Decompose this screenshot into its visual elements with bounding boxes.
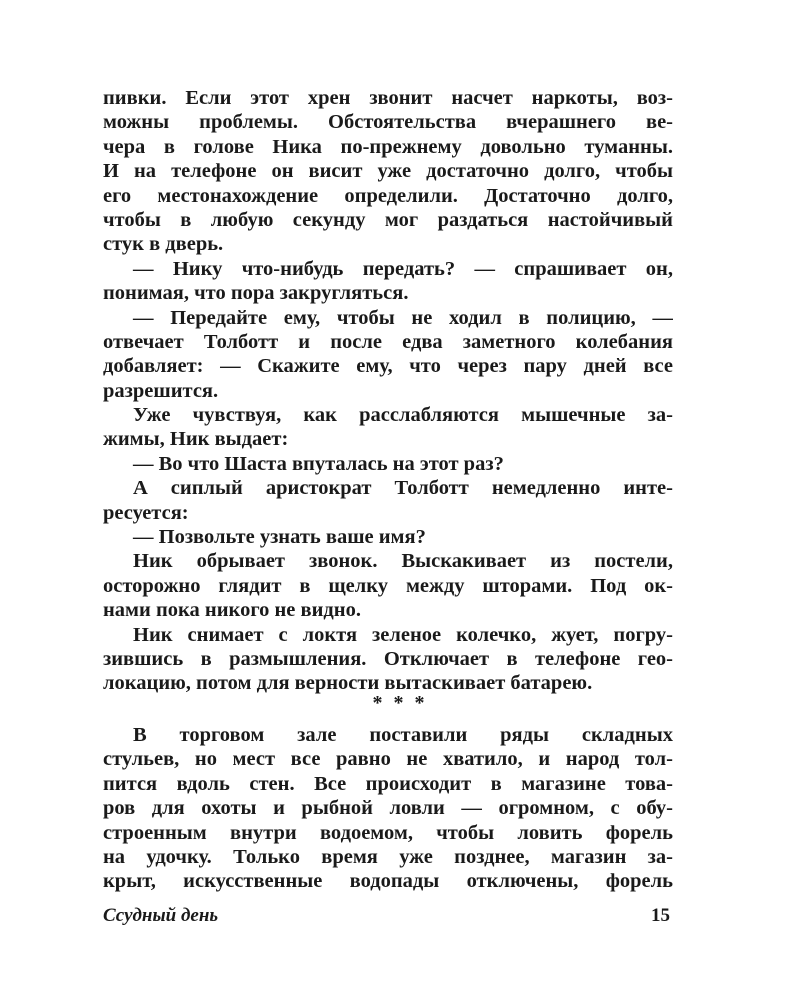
section-separator: * * * bbox=[372, 692, 428, 714]
text-line: пится вдоль стен. Все происходит в магазине това- bbox=[103, 772, 673, 795]
text-line: строенным внутри водоемом, чтобы ловить форель bbox=[103, 821, 673, 844]
text-line: осторожно глядит в щелку между шторами. Под ок- bbox=[103, 574, 673, 597]
text-line: зившись в размышления. Отключает в телефоне гео- bbox=[103, 647, 673, 670]
text-line: крыт, искусственные водопады отключены, форель bbox=[103, 870, 673, 893]
text-line: его местонахождение определили. Достаточно долго, bbox=[103, 184, 673, 207]
text-line: В торговом зале поставили ряды складных bbox=[133, 724, 673, 746]
text-line: ресуется: bbox=[103, 501, 189, 524]
text-line: чера в голове Ника по-прежнему довольно туманны. bbox=[103, 135, 673, 158]
text-line: жимы, Ник выдает: bbox=[103, 428, 289, 451]
text-line: — Нику что-нибудь передать? — спрашивает он, bbox=[133, 257, 673, 280]
text-line: А сиплый аристократ Толботт немедленно инте- bbox=[133, 477, 673, 500]
text-line: И на телефоне он висит уже достаточно долго, чтобы bbox=[103, 160, 673, 183]
text-line: ров для охоты и рыбной ловли — огромном, с обу- bbox=[103, 797, 673, 820]
text-line: разрешится. bbox=[103, 379, 219, 402]
text-line: понимая, что пора закругляться. bbox=[103, 282, 409, 305]
body-text-top bbox=[103, 86, 673, 696]
page-number: 15 bbox=[651, 905, 670, 926]
text-line: стук в дверь. bbox=[103, 233, 224, 256]
running-title: Ссудный день bbox=[103, 905, 219, 926]
text-line: отвечает Толботт и после едва заметного колебания bbox=[103, 330, 673, 353]
text-line: нами пока никого не видно. bbox=[103, 599, 361, 622]
body-text-bottom bbox=[103, 723, 673, 894]
text-line: — Позвольте узнать ваше имя? bbox=[133, 526, 426, 549]
text-line: пивки. Если этот хрен звонит насчет наркоты, воз- bbox=[103, 87, 673, 109]
text-line: — Во что Шаста впуталась на этот раз? bbox=[133, 452, 504, 475]
text-line: на удочку. Только время уже позднее, магазин за- bbox=[103, 845, 673, 868]
text-line: чтобы в любую секунду мог раздаться настойчивый bbox=[103, 208, 673, 231]
text-line: Ник снимает с локтя зеленое колечко, жует, погру- bbox=[133, 623, 673, 646]
text-line: стульев, но мест все равно не хватило, и народ тол- bbox=[103, 748, 673, 771]
text-line: добавляет: — Скажите ему, что через пару дней все bbox=[103, 355, 673, 378]
text-line: — Передайте ему, чтобы не ходил в полицию, — bbox=[133, 306, 673, 329]
text-line: Уже чувствуя, как расслабляются мышечные за- bbox=[133, 404, 673, 427]
text-line: Ник обрывает звонок. Выскакивает из постели, bbox=[133, 550, 673, 573]
text-line: можны проблемы. Обстоятельства вчерашнего ве- bbox=[103, 111, 673, 134]
text-line: локацию, потом для верности вытаскивает батарею. bbox=[103, 672, 593, 695]
